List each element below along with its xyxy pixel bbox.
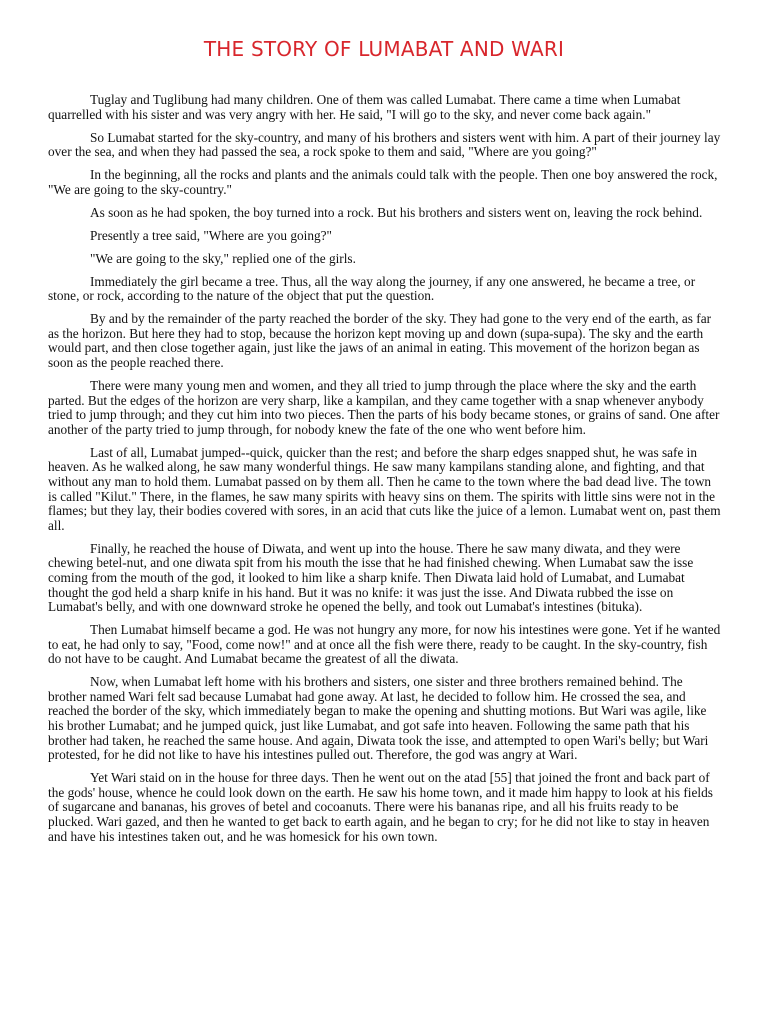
paragraph: Finally, he reached the house of Diwata, and went up into the house. There he saw many diwata, and they were chewing betel-nut, and one diwata spit from his mouth the isse that he had finished chewing. When Lumabat saw the isse coming from the mouth of the god, it looked to him like a sharp knife. Then Diwata laid hold of Lumabat, and Lumabat thought the god held a sharp knife in his hand. But it was no knife: it was just the isse. And Diwata rubbed the isse on Lumabat's belly, and with one downward stroke he opened the belly, and took out Lumabat's intestines (bituka). (48, 540, 694, 615)
paragraph: Tuglay and Tuglibung had many children. One of them was called Lumabat. There came a time when Lumabat quarrelled with his sister and was very angry with her. He said, "I will go to the sky, and never come back again." (48, 92, 681, 122)
paragraph: "We are going to the sky," replied one of the girls. (90, 250, 356, 266)
paragraph: Yet Wari staid on in the house for three days. Then he went out on the atad [55] that joined the front and back part of the gods' house, whence he could look down on the earth. He saw his home town, and it made him happy to look at his fields of sugarcane and bananas, his groves of betel and cocoanuts. There were his bananas ripe, and all his fruits ready to be plucked. Wari gazed, and then he wanted to get back to earth again, and he began to cry; for he did not like to stay in heaven and have his intestines taken out, and he was homesick for his own town. (48, 770, 713, 844)
story-body (48, 93, 721, 853)
paragraph: Presently a tree said, "Where are you going?" (90, 227, 332, 243)
paragraph: In the beginning, all the rocks and plants and the animals could talk with the people. Then one boy answered the rock, "We are going to the sky-country." (48, 167, 718, 197)
paragraph: As soon as he had spoken, the boy turned into a rock. But his brothers and sisters went on, leaving the rock behind. (90, 204, 703, 220)
story-title: THE STORY OF LUMABAT AND WARI (203, 37, 565, 61)
paragraph: By and by the remainder of the party reached the border of the sky. They had gone to the very end of the earth, as far as the horizon. But here they had to stop, because the horizon kept moving up and down (supa-supa). The sky and the earth would part, and then close together again, just like the jaws of an animal in eating. This movement of the horizon began as soon as the people reached there. (48, 311, 712, 371)
paragraph: There were many young men and women, and they all tried to jump through the place where the sky and the earth parted. But the edges of the horizon are very sharp, like a kampilan, and they came together with a snap whenever anybody tried to jump through; and they cut him into two pieces. Then the parts of his body became stones, or grains of sand. One after another of the party tried to jump through, for nobody knew the fate of the one who went before him. (48, 378, 720, 437)
paragraph: Last of all, Lumabat jumped--quick, quicker than the rest; and before the sharp edges snapped shut, he was safe in heaven. As he walked along, he saw many wonderful things. He saw many kampilans standing alone, and fighting, and that without any man to hold them. Lumabat passed on by them all. Then he came to the town where the bad dead live. The town is called "Kilut." There, in the flames, he saw many spirits with heavy sins on them. The spirits with little sins were not in the flames; but they lay, their bodies covered with sores, in an acid that cuts like the juice of a lemon. Lumabat went on, past them all. (48, 444, 721, 533)
paragraph: Immediately the girl became a tree. Thus, all the way along the journey, if any one answered, he became a tree, or stone, or rock, according to the nature of the object that put the question. (48, 273, 696, 304)
paragraph: Now, when Lumabat left home with his brothers and sisters, one sister and three brothers remained behind. The brother named Wari felt sad because Lumabat had gone away. At last, he decided to follow him. He crossed the sea, and reached the border of the sky, which immediately began to make the opening and shutting motions. But Wari was agile, like his brother Lumabat; and he jumped quick, just like Lumabat, and got safe into heaven. Following the same path that his brother had taken, he reached the same house. And again, Diwata took the isse, and attempted to open Wari's belly; but Wari protested, for he did not like to have his intestines pulled out. Therefore, the god was angry at Wari. (48, 674, 709, 763)
paragraph: Then Lumabat himself became a god. He was not hungry any more, for now his intestines were gone. Yet if he wanted to eat, he had only to say, "Food, come now!" and at once all the fish were there, ready to be caught. In the sky-country, fish do not have to be caught. And Lumabat became the greatest of all the diwata. (48, 622, 721, 667)
paragraph: So Lumabat started for the sky-country, and many of his brothers and sisters went with him. A part of their journey lay over the sea, and when they had passed the sea, a rock spoke to them and said, "Where are you going?" (48, 129, 721, 160)
